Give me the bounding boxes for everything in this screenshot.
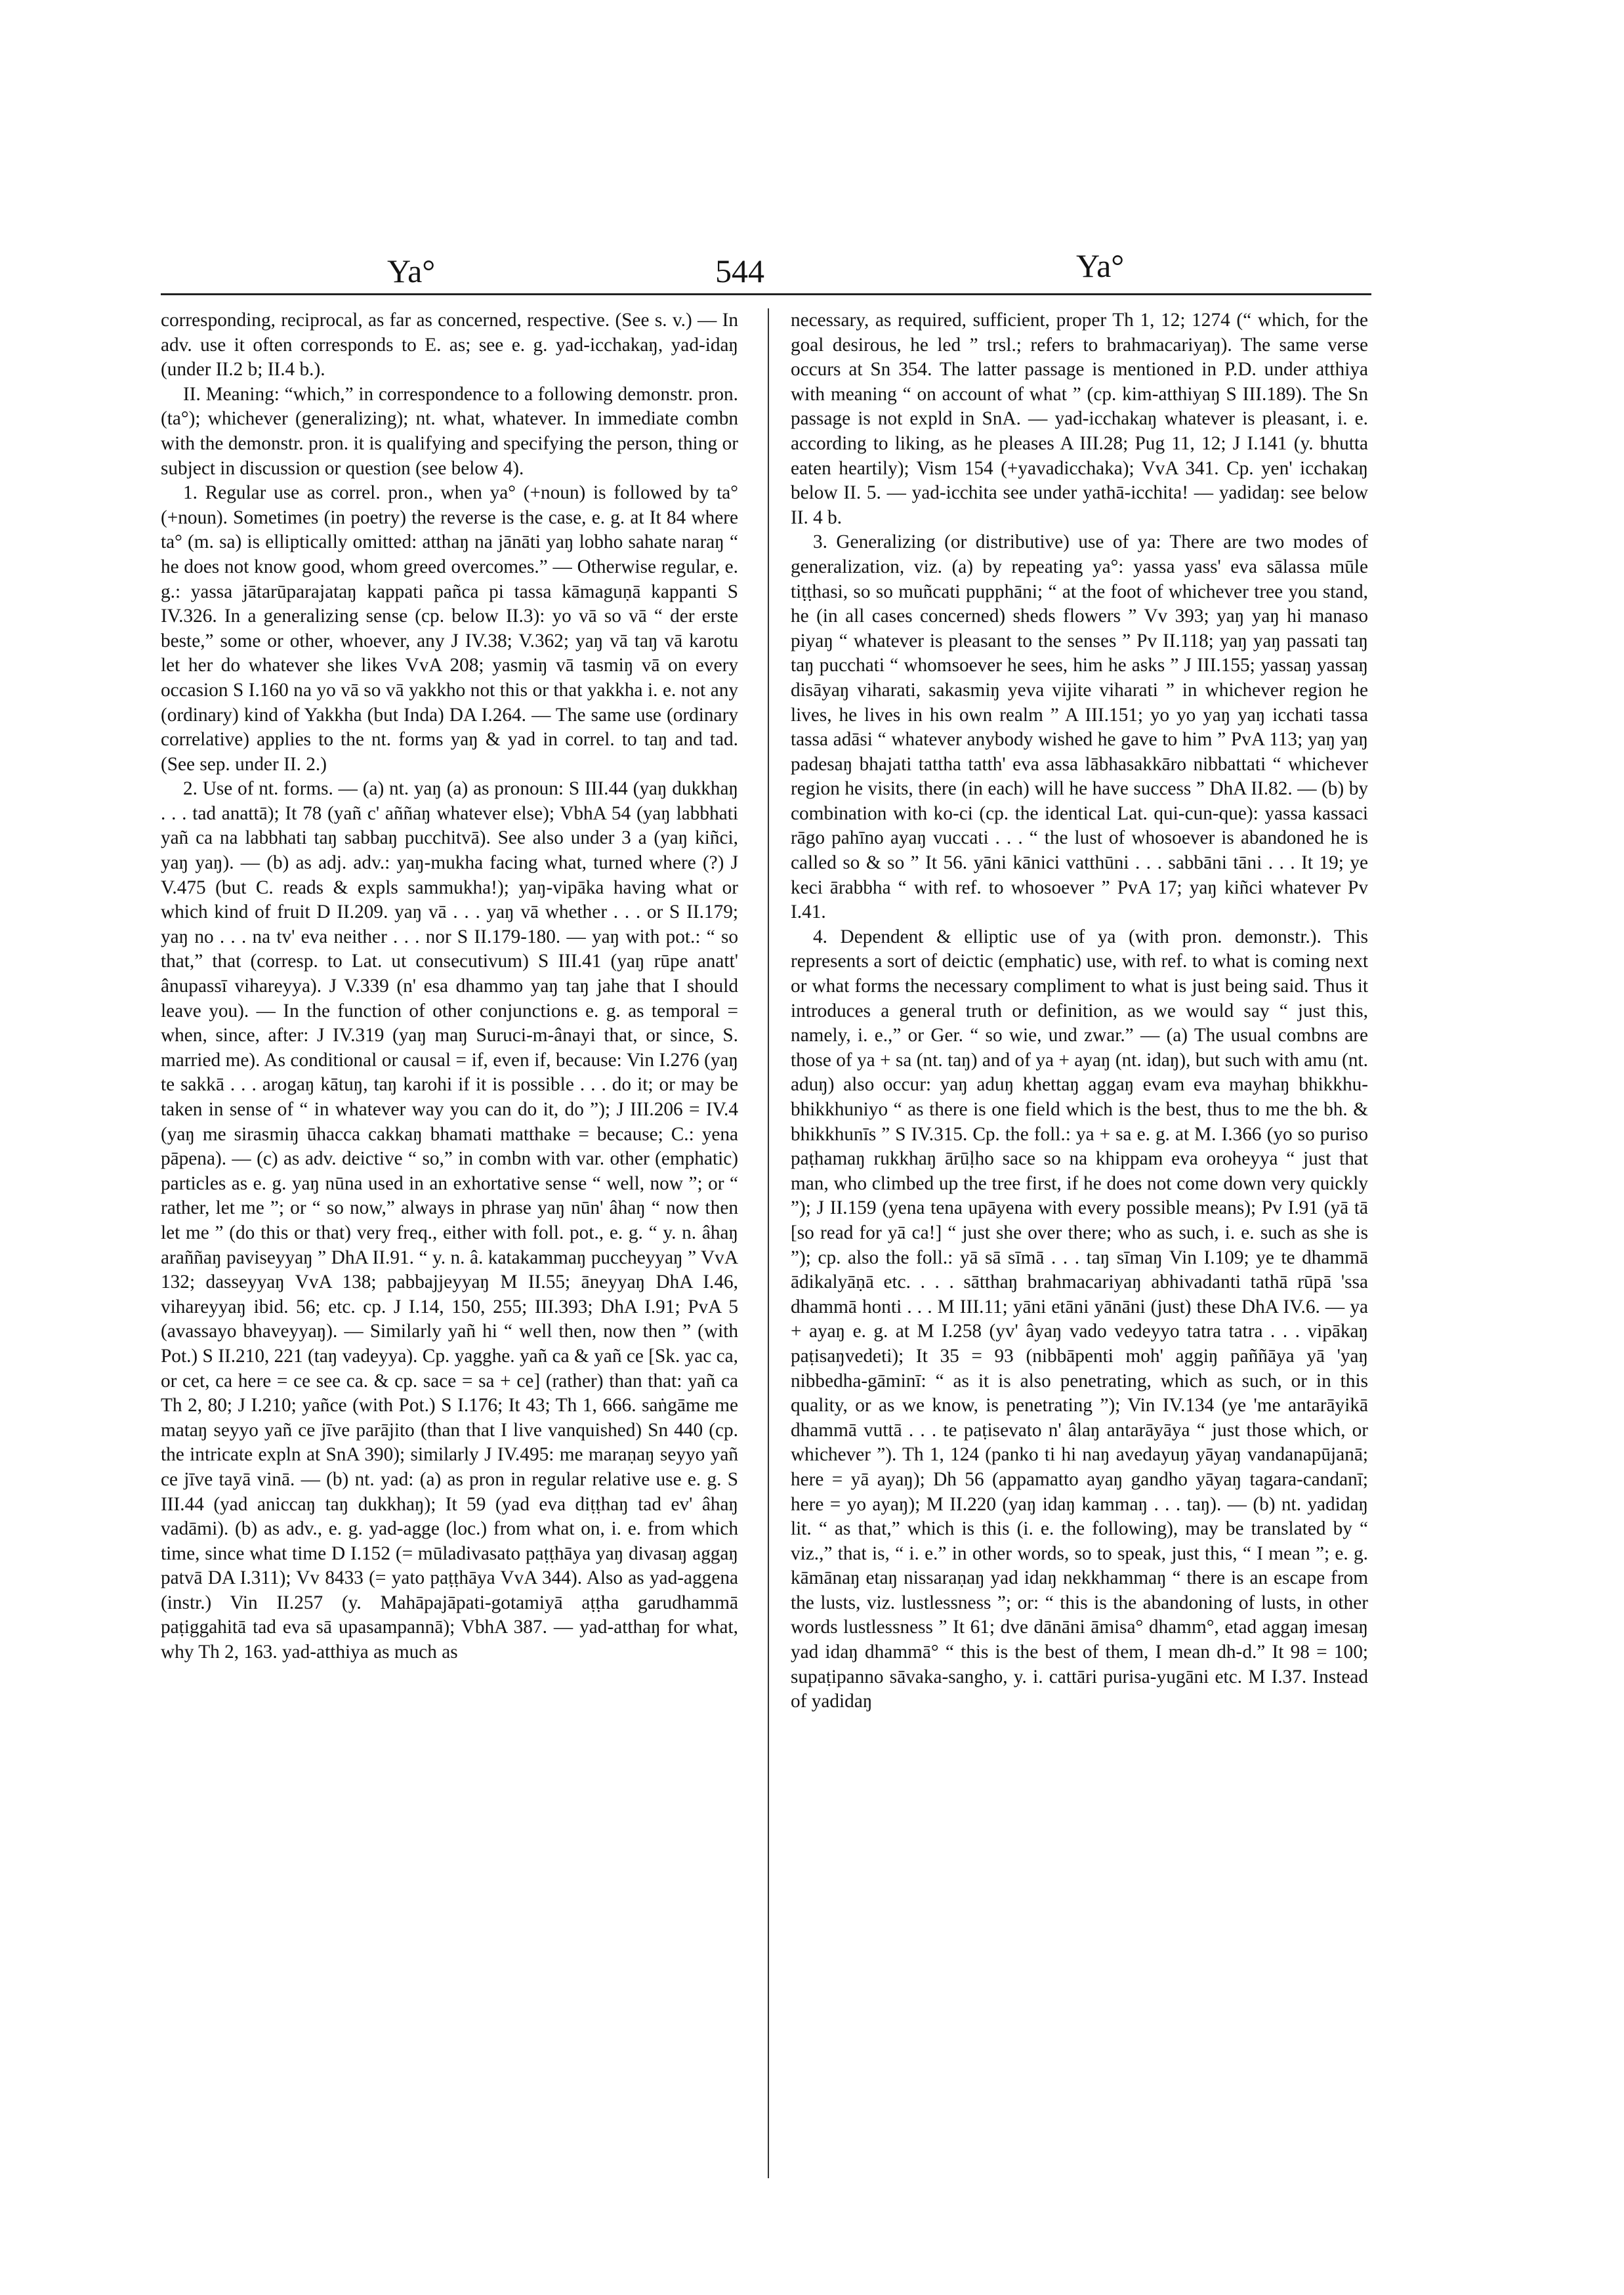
header-rule — [161, 293, 1371, 295]
paragraph: 1. Regular use as correl. pron., when ya° (+noun) is followed by ta° (+noun). Sometimes (in poetry) the reverse is the case, e. g. at It 84 where ta° (m. sa) is elliptically omitted: atthaŋ na jānāti yaŋ lobho sahate naraŋ “ he does not know good, whom greed overcomes.” — Otherwise regular, e. g.: yassa jātarūparajataŋ kappati pañca pi tassa kāmaguṇā kappanti S IV.326. In a generalizing sense (cp. below II.3): yo vā so vā “ der erste beste,” some or other, whoever, any J IV.38; V.362; yaŋ vā taŋ vā karotu let her do whatever she likes VvA 208; yasmiŋ vā tasmiŋ vā on every occasion S I.160 na yo vā so vā yakkho not this or that yakkha i. e. not any (ordinary) kind of Yakkha (but Inda) DA I.264. — The same use (ordinary correlative) applies to the nt. forms yaŋ & yad in correl. to taŋ and tad. (See sep. under II. 2.) — [161, 482, 738, 775]
paragraph: 3. Generalizing (or distributive) use of ya: There are two modes of generalization, viz. (a) by repeating ya°: yassa yass' eva sālassa mūle tiṭṭhasi, so so muñcati pupphāni; “ at the foot of whichever tree you stand, he (in all cases concerned) sheds flowers ” Vv 393; yaŋ yaŋ hi manaso piyaŋ “ whatever is pleasant to the senses ” Pv II.118; yaŋ yaŋ passati taŋ taŋ pucchati “ whomsoever he sees, him he asks ” J III.155; yassaŋ yassaŋ disāyaŋ viharati, sakasmiŋ yeva vijite viharati ” in whichever region he lives, he lives in his own realm ” A III.151; yo yo yaŋ yaŋ icchati tassa tassa adāsi “ whatever anybody wished he gave to him ” PvA 113; yaŋ yaŋ padesaŋ bhajati tattha tatth' eva assa lābhasakkāro nibbattati “ whichever region he visits, there (in each) will he have success ” DhA II.82. — (b) by combination with ko-ci (cp. the identical Lat. qui-cun-que): yassa kassaci rāgo pahīno ayaŋ vuccati . . . “ the lust of whosoever is abandoned he is called so & so ” It 56. yāni kānici vatthūni . . . sabbāni tāni . . . It 19; ye keci ārabbha “ with ref. to whosoever ” PvA 17; yaŋ kiñci whatever Pv I.41. — [791, 531, 1368, 923]
paragraph: corresponding, reciprocal, as far as concerned, respective. (See s. v.) — In adv. use it often corresponds to E. as; see e. g. yad-icchakaŋ, yad-idaŋ (under II.2 b; II.4 b.). — [161, 310, 738, 381]
right-column — [791, 308, 1368, 2185]
running-head-right: Ya° — [1076, 247, 1125, 284]
paragraph: 2. Use of nt. forms. — (a) nt. yaŋ (a) as pronoun: S III.44 (yaŋ dukkhaŋ . . . tad anattā); It 78 (yañ c' aññaŋ whatever else); VbhA 54 (yaŋ labbhati yañ ca na labbhati taŋ sabbaŋ pucchitvā). See also under 3 a (yaŋ kiñci, yaŋ yaŋ). — (b) as adj. adv.: yaŋ-mukha facing what, turned where (?) J V.475 (but C. reads & expls sammukha!); yaŋ-vipāka having what or which kind of fruit D II.209. yaŋ vā . . . yaŋ vā whether . . . or S II.179; yaŋ no . . . na tv' eva neither . . . nor S II.179-180. — yaŋ with pot.: “ so that,” that (corresp. to Lat. ut consecutivum) S III.41 (yaŋ rūpe anatt' ânupassī vihareyya). J V.339 (n' esa dhammo yaŋ taŋ jahe that I should leave you). — In the function of other conjunctions e. g. as temporal = when, since, after: J IV.319 (yaŋ maŋ Suruci-m-ânayi that, or since, S. married me). As conditional or causal = if, even if, because: Vin I.276 (yaŋ te sakkā . . . arogaŋ kātuŋ, taŋ karohi if it is possible . . . do it; or may be taken in sense of “ in whatever way you can do it, do ”); J III.206 = IV.4 (yaŋ me sirasmiŋ ūhacca cakkaŋ bhamati matthake = because; C.: yena pāpena). — (c) as adv. deictive “ so,” in combn with var. other (emphatic) particles as e. g. yaŋ nūna used in an exhortative sense “ well, now ”; or “ rather, let me ”; or “ so now,” always in phrase yaŋ nūn' âhaŋ “ now then let me ” (do this or that) very freq., either with foll. pot., e. g. “ y. n. âhaŋ araññaŋ paviseyyaŋ ” DhA II.91. “ y. n. â. katakammaŋ puccheyyaŋ ” VvA 132; dasseyyaŋ VvA 138; pabbajjeyyaŋ M II.55; āneyyaŋ DhA I.46, vihareyyaŋ ibid. 56; etc. cp. J I.14, 150, 255; III.393; DhA I.91; PvA 5 (avassayo bhaveyyaŋ). — Similarly yañ hi “ well then, now then ” (with Pot.) S II.210, 221 (taŋ vadeyya). Cp. yagghe. yañ ca & yañ ce [Sk. yac ca, or cet, ca here = ce see ca. & cp. sace = sa + ce] (rather) than that: yañ ca Th 2, 80; J I.210; yañce (with Pot.) S I.176; It 43; Th 1, 666. saṅgāme me mataŋ seyyo yañ ce jīve parājito (than that I live vanquished) Sn 440 (cp. the intricate expln at SnA 390); similarly J IV.495: me maraṇaŋ seyyo yañ ce jīve tayā vinā. — (b) nt. yad: (a) as pron in regular relative use e. g. S III.44 (yad aniccaŋ taŋ dukkhaŋ); It 59 (yad eva diṭṭhaŋ tad ev' âhaŋ vadāmi). (b) as adv., e. g. yad-agge (loc.) from what on, i. e. from which time, since what time D I.152 (= mūladivasato paṭṭhāya yaŋ divasaŋ aggaŋ patvā DA I.311); Vv 8433 (= yato paṭṭhāya VvA 344). Also as yad-aggena (instr.) Vin II.257 (y. Mahāpajāpati-gotamiyā aṭṭha garudhammā paṭiggahitā tad eva sā upasampannā); VbhA 387. — yad-atthaŋ for what, why Th 2, 163. yad-atthiya as much as — [161, 778, 738, 1663]
paragraph: II. Meaning: “which,” in correspondence to a following demonstr. pron. (ta°); whichever (generalizing); nt. what, whatever. In immediate combn with the demonstr. pron. it is qualifying and specifying the person, thing or subject in discussion or question (see below 4). — [161, 383, 738, 479]
left-column — [161, 308, 738, 2185]
running-head-left: Ya° — [387, 253, 436, 289]
paragraph: 4. Dependent & elliptic use of ya (with pron. demonstr.). This represents a sort of deictic (emphatic) use, with ref. to what is coming next or what forms the necessary compliment to what is just being said. Thus it introduces a general truth or definition, as we would say “ just this, namely, i. e.,” or Ger. “ so wie, und zwar.” — (a) The usual combns are those of ya + sa (nt. taŋ) and of ya + ayaŋ (nt. idaŋ), but such with amu (nt. aduŋ) also occur: yaŋ aduŋ khettaŋ aggaŋ evam eva mayhaŋ bhikkhu-bhikkhuniyo “ as there is one field which is the best, thus to me the bh. & bhikkhunīs ” S IV.315. Cp. the foll.: ya + sa e. g. at M. I.366 (yo so puriso paṭhamaŋ rukkhaŋ ārūḷho sace so na khippam eva oroheyya “ just that man, who climbed up the tree first, if he does not come down very quickly ”); J II.159 (yena tena upāyena with every possible means); Pv I.91 (yā tā [so read for yā ca!] “ just she over there; who as such, i. e. such as she is ”); cp. also the foll.: yā sā sīmā . . . taŋ sīmaŋ Vin I.109; ye te dhammā ādikalyāṇā etc. . . . sātthaŋ brahmacariyaŋ abhivadanti tathā rūpā 'ssa dhammā honti . . . M III.11; yāni etāni yānāni (just) these DhA IV.6. — ya + ayaŋ e. g. at M I.258 (yv' âyaŋ vado vedeyyo tatra tatra . . . vipākaŋ paṭisaŋvedeti); It 35 = 93 (nibbāpenti moh' aggiŋ paññāya yā 'yaŋ nibbedha-gāminī: “ as it is also penetrating, which as such, or in this quality, or as we know, is penetrating ”); Vin IV.134 (ye 'me antarāyikā dhammā vuttā . . . te paṭisevato n' âlaŋ antarāyāya “ just those which, or whichever ”). Th 1, 124 (panko ti hi naŋ avedayuŋ yāyaŋ vandanapūjanā; here = yā ayaŋ); Dh 56 (appamatto ayaŋ gandho yāyaŋ tagara-candanī; here = yo ayaŋ); M II.220 (yaŋ idaŋ kammaŋ . . . taŋ). — (b) nt. yadidaŋ lit. “ as that,” which is this (i. e. the following), may be translated by “ viz.,” that is, “ i. e.” in other words, so to speak, just this, “ I mean ”; e. g. kāmānaŋ etaŋ nissaraṇaŋ yad idaŋ nekkhammaŋ “ there is an escape from the lusts, viz. lustlessness ”; or: “ this is the abandoning of lusts, in other words lustlessness ” It 61; dve dānāni āmisa° dhamm°, etad aggaŋ imesaŋ yad idaŋ dhammā° “ this is the best of them, I mean dh-d.” It 98 = 100; supaṭipanno sāvaka-sangho, y. i. cattāri purisa-yugāni etc. M I.37. Instead of yadidaŋ — [791, 926, 1368, 1712]
column-divider — [768, 308, 769, 2178]
paragraph: necessary, as required, sufficient, proper Th 1, 12; 1274 (“ which, for the goal desirous, he led ” trsl.; refers to brahmacariyaŋ). The same verse occurs at Sn 354. The latter passage is mentioned in P.D. under atthiya with meaning “ on account of what ” (cp. kim-atthiyaŋ S III.189). The Sn passage is not expld in SnA. — yad-icchakaŋ whatever is pleasant, i. e. according to liking, as he pleases A III.28; Pug 11, 12; J I.141 (y. bhutta eaten heartily); Vism 154 (+yavadicchaka); VvA 341. Cp. yen' icchakaŋ below II. 5. — yad-icchita see under yathā-icchita! — yadidaŋ: see below II. 4 b. — [791, 310, 1368, 528]
page-number: 544 — [715, 253, 764, 289]
